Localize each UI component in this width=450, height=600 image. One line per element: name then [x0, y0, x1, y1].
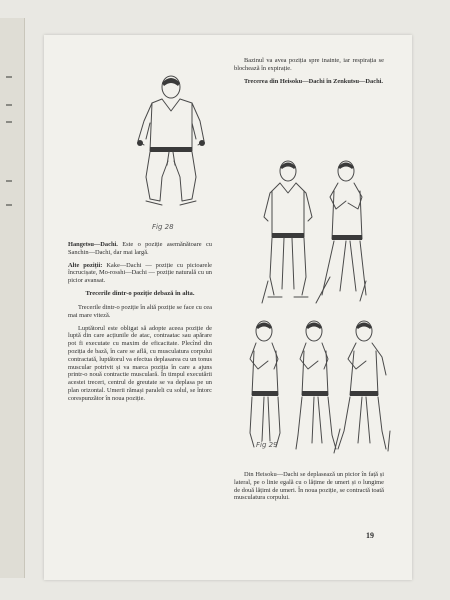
right-paragraph-1: Bazinul va avea poziția spre inainte, iar respirația se blochează în expirație.: [234, 57, 384, 72]
figure-28-illustration: [122, 73, 222, 213]
figure-28-caption: Fig 28: [152, 223, 174, 231]
previous-page-edge: [0, 18, 25, 578]
left-column: [68, 241, 212, 408]
left-paragraph-2: Luptătorul este obligat să adopte aceea poziție de luptă din care acțiunile de atac, contraatac sau apărare pot fi executate cu maxim de eficacitate. Plecînd din poziția de bază, în care se află, cu musculatura corpului contractată, luptătorul va efectua deplasarea cu un tonus muscular potrivit și va marca poziția în care a ajuns printr-o nouă contractie musculară. În timpul executării acestei treceri, centrul de greutate se va deplasa pe un plan orizontal. Umerii rămași paraleli cu solul, se întorc corespunzător în noua poziție.: [68, 324, 212, 402]
alte-paragraph: [68, 262, 212, 285]
alte-text: Kake—Dachi — poziție cu picioarele încrucișate, Mo-rosshi—Dachi — poziție naturală cu un picior avansat.: [68, 261, 212, 285]
figure-29-bottom-illustration: [242, 317, 392, 457]
right-paragraph-2: Din Heisoku—Dachi se deplasează un picior în față și lateral, pe o linie egală cu o lățime de umeri și o lungime de două lățimi de umeri. În noua poziție, se contractă toată musculatura corpului.: [234, 471, 384, 502]
right-column-top: [234, 57, 384, 90]
hangetsu-title: Hangetsu—Dachi.: [68, 241, 118, 248]
figure-29-caption: Fig 29: [256, 441, 278, 449]
book-page: [44, 35, 412, 580]
left-paragraph-1: Trecerile dintr-o poziție în altă poziție se face cu cea mai mare viteză.: [68, 303, 212, 319]
right-column-bottom: [234, 471, 384, 507]
figure-29-top-illustration: [254, 157, 384, 307]
alte-title: Alte poziții:: [68, 261, 103, 269]
page-number: 19: [366, 531, 374, 540]
hangetsu-text: Este o poziție asemănătoare cu Sanchin—Dachi, dar mai largă.: [68, 241, 212, 256]
trecerea-title: Trecerea din Heisoku—Dachi în Zenkutsu—Dachi.: [244, 77, 384, 85]
trecerile-heading: Trecerile dintr-o poziție debază în alta.: [85, 289, 195, 297]
hangetsu-paragraph: [68, 241, 212, 257]
